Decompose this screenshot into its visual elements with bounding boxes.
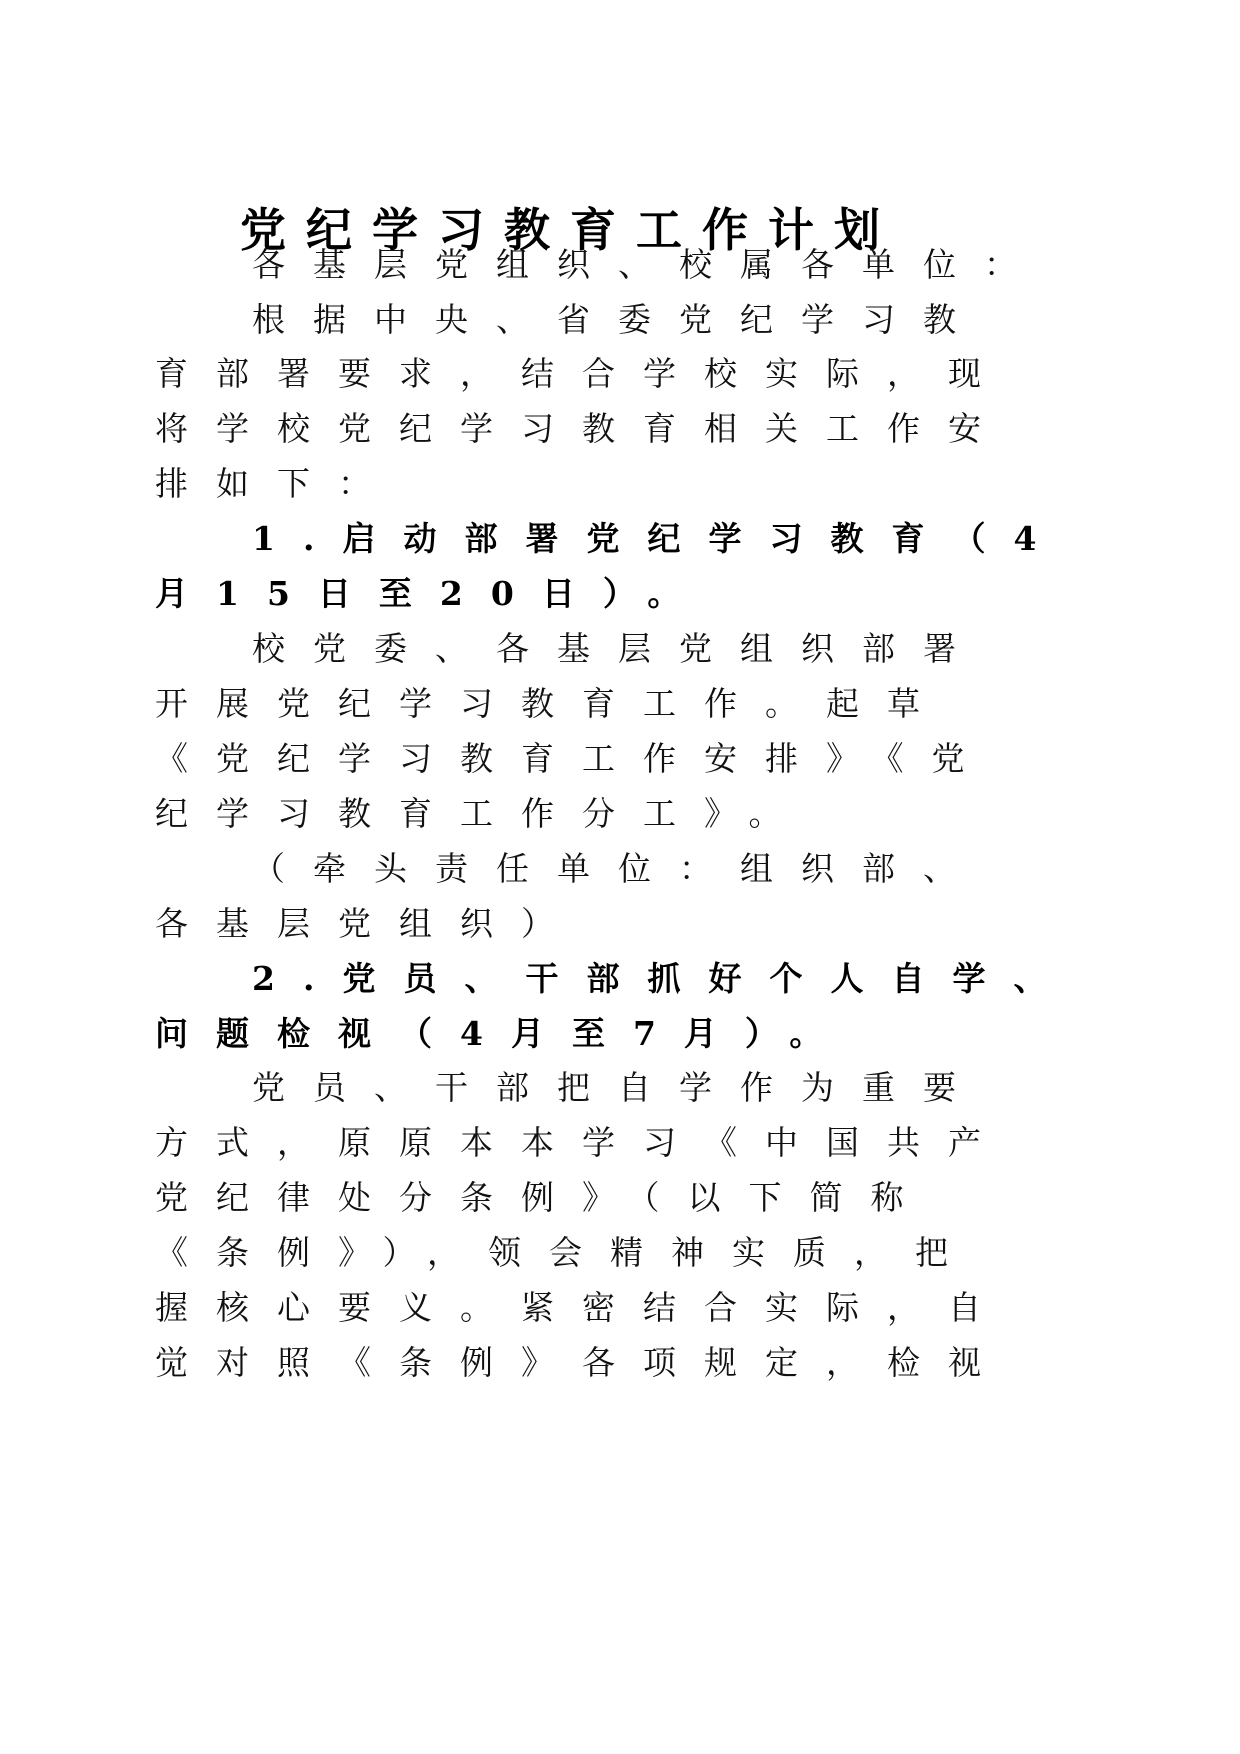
text-line: 各基层党组织、校属各单位： xyxy=(252,245,1045,284)
section-heading-line: 问题检视（4月至7月）。 xyxy=(155,1014,851,1053)
section-heading-line: 1.启动部署党纪学习教育（4 xyxy=(252,519,1065,558)
text-line: 握核心要义。紧密结合实际，自 xyxy=(155,1288,1009,1327)
section-heading-line: 月15日至20日）。 xyxy=(155,574,709,613)
page-title: 党纪学习教育工作计划 xyxy=(240,203,900,257)
section-heading-line: 2.党员、干部抓好个人自学、 xyxy=(252,959,1075,998)
text-line: 排如下： xyxy=(155,464,399,503)
text-line: 党纪律处分条例》（以下简称 xyxy=(155,1178,932,1217)
text-line: （牵头责任单位：组织部、 xyxy=(252,849,984,888)
text-line: 根据中央、省委党纪学习教 xyxy=(252,300,984,339)
text-line: 各基层党组织） xyxy=(155,904,582,943)
text-line: 《党纪学习教育工作安排》《党 xyxy=(155,739,993,778)
text-line: 《条例》），领会精神实质，把 xyxy=(155,1233,976,1272)
text-line: 党员、干部把自学作为重要 xyxy=(252,1068,984,1107)
text-line: 方式，原原本本学习《中国共产 xyxy=(155,1123,1009,1162)
text-line: 纪学习教育工作分工》。 xyxy=(155,794,810,833)
text-line: 觉对照《条例》各项规定，检视 xyxy=(155,1343,1009,1382)
text-line: 校党委、各基层党组织部署 xyxy=(252,629,984,668)
text-line: 开展党纪学习教育工作。起草 xyxy=(155,684,948,723)
text-line: 将学校党纪学习教育相关工作安 xyxy=(155,409,1009,448)
text-line: 育部署要求，结合学校实际，现 xyxy=(155,354,1009,393)
